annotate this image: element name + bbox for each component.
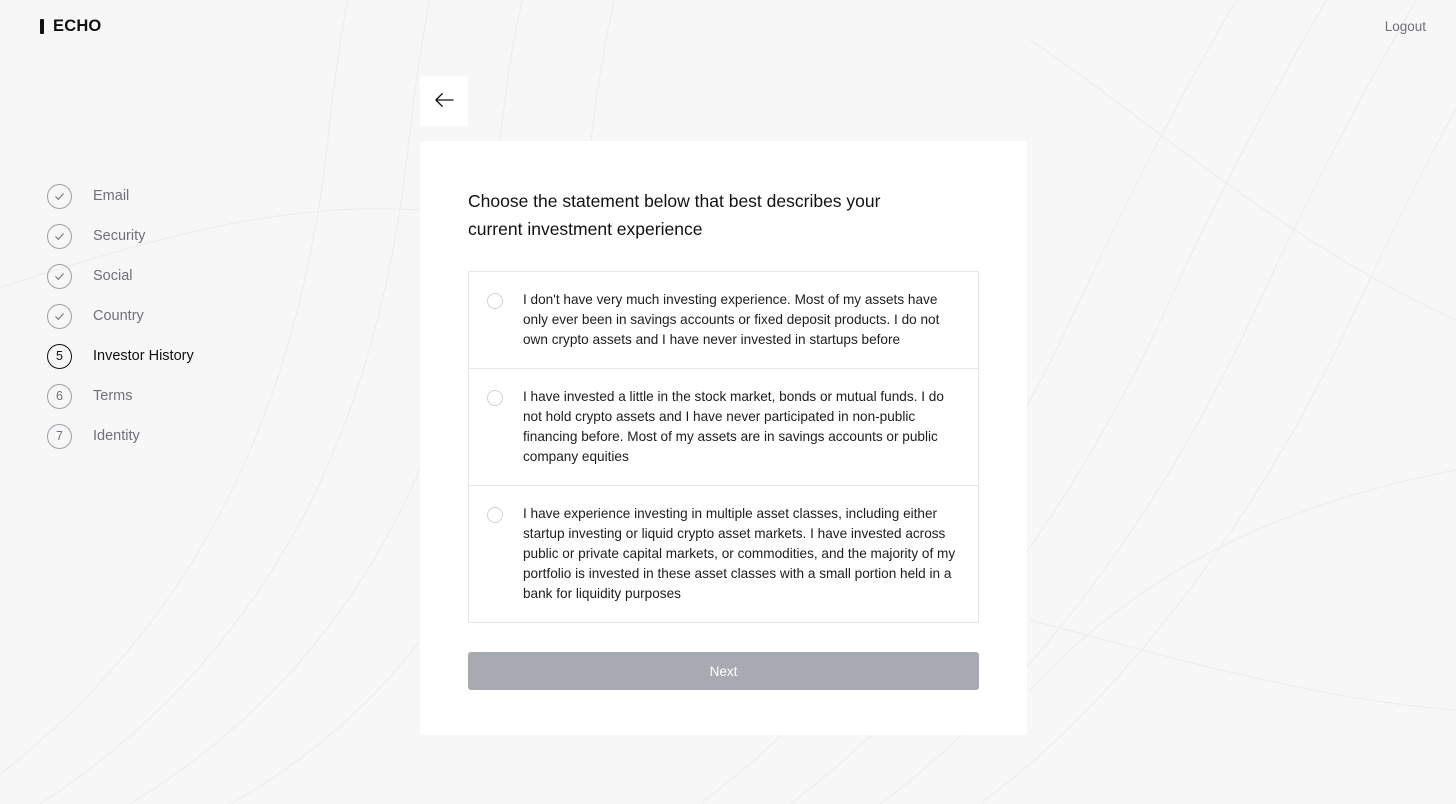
page-title: Choose the statement below that best describes your current investment experience <box>468 191 881 239</box>
sidebar-item-label: Security <box>93 228 146 244</box>
option-high-experience[interactable] <box>469 486 978 622</box>
check-icon <box>47 304 72 329</box>
arrow-left-icon <box>433 91 455 112</box>
radio-icon[interactable] <box>487 293 503 309</box>
option-moderate-experience[interactable] <box>469 369 978 486</box>
sidebar-item-terms[interactable] <box>47 376 307 416</box>
logout-button[interactable]: Logout <box>1384 18 1426 34</box>
brand-name: ECHO <box>53 16 102 35</box>
form-card <box>420 141 1027 735</box>
radio-icon[interactable] <box>487 507 503 523</box>
top-bar <box>0 0 1456 52</box>
check-icon <box>47 224 72 249</box>
sidebar-item-label: Identity <box>93 428 140 444</box>
sidebar-item-email[interactable] <box>47 176 307 216</box>
next-button[interactable]: Next <box>468 652 979 690</box>
progress-stepper <box>47 176 307 456</box>
sidebar-item-label: Email <box>93 188 130 204</box>
check-icon <box>47 184 72 209</box>
sidebar-item-label: Country <box>93 308 144 324</box>
option-label: I have invested a little in the stock market, bonds or mutual funds. I do not hold crypto assets and I have never participated in non-public financing before. Most of my assets are in savings accounts or public company equities <box>523 389 944 464</box>
step-number: 7 <box>47 424 72 449</box>
step-number: 6 <box>47 384 72 409</box>
sidebar-item-label: Terms <box>93 388 133 404</box>
brand-logo <box>40 17 101 36</box>
sidebar-item-social[interactable] <box>47 256 307 296</box>
step-number: 5 <box>47 344 72 369</box>
sidebar-item-identity[interactable] <box>47 416 307 456</box>
radio-icon[interactable] <box>487 390 503 406</box>
back-button[interactable] <box>420 76 468 126</box>
sidebar-item-label: Social <box>93 268 133 284</box>
sidebar-item-investor-history[interactable] <box>47 336 307 376</box>
option-label: I don't have very much investing experience. Most of my assets have only ever been in savings accounts or fixed deposit products. I do not own crypto assets and I have never invested in startups before <box>523 292 940 347</box>
option-label: I have experience investing in multiple asset classes, including either startup investing or liquid crypto asset markets. I have invested across public or private capital markets, or commodities, and the majority of my portfolio is invested in these asset classes with a small portion held in a bank for liquidity purposes <box>523 506 956 601</box>
check-icon <box>47 264 72 289</box>
sidebar-item-country[interactable] <box>47 296 307 336</box>
brand-mark-icon <box>40 19 44 34</box>
sidebar-item-label: Investor History <box>93 348 194 364</box>
sidebar-item-security[interactable] <box>47 216 307 256</box>
investor-experience-options <box>468 271 979 623</box>
option-low-experience[interactable] <box>469 272 978 369</box>
